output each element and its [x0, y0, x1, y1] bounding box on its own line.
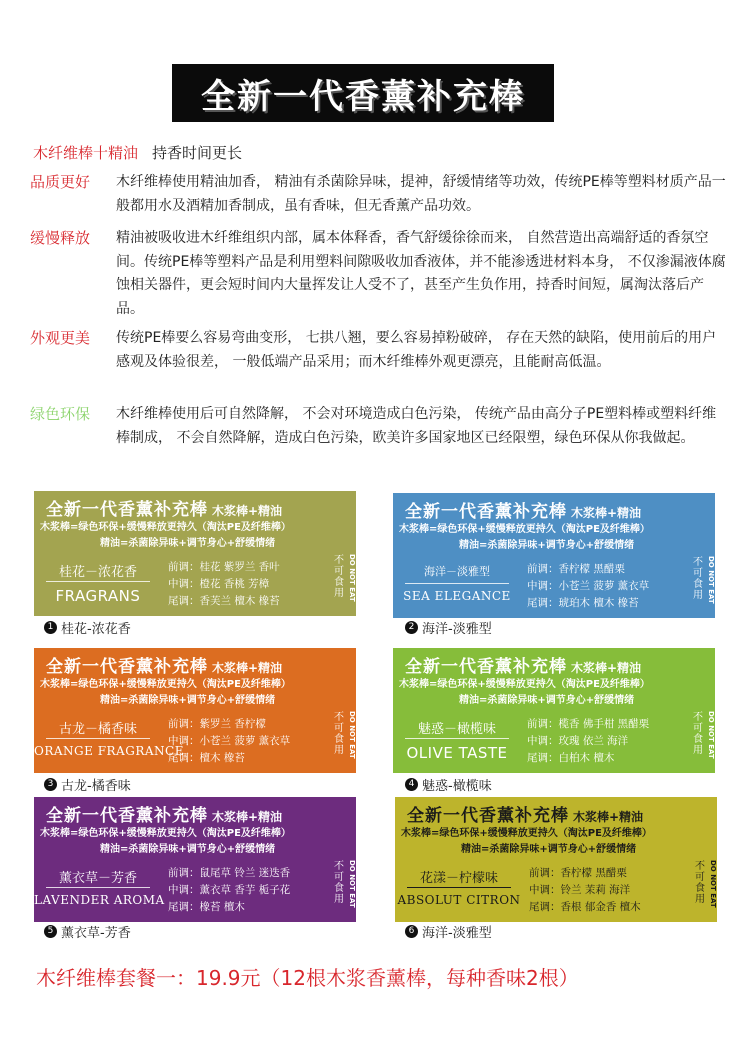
- top-note: 前调：香柠檬 黑醋栗: [527, 563, 625, 575]
- section-label: 缓慢释放: [30, 229, 91, 247]
- not-edible-text: 不可食用: [334, 861, 344, 905]
- card-line-oil: 精油=杀菌除异味+调节身心+舒缓情绪: [459, 695, 635, 706]
- tagline-red: 木纤维棒十精油: [33, 144, 139, 162]
- card-line-wood: 木浆棒=绿色环保+缓慢释放更持久（淘汰PE及纤维棒）: [40, 679, 291, 690]
- card-caption-5: [44, 922, 131, 941]
- product-card-5: [34, 797, 356, 922]
- scent-name-en: SEA ELEGANCE: [403, 589, 511, 603]
- caption-number: 2: [405, 621, 418, 634]
- card-title: 全新一代香薰补充棒 木浆棒+精油: [46, 806, 283, 826]
- section-quality: [30, 171, 730, 218]
- card-line-wood: 木浆棒=绿色环保+缓慢释放更持久（淘汰PE及纤维棒）: [40, 828, 291, 839]
- card-line-wood: 木浆棒=绿色环保+缓慢释放更持久（淘汰PE及纤维棒）: [399, 524, 650, 535]
- section-appearance: [30, 327, 730, 374]
- section-eco: [30, 403, 730, 450]
- section-text: 木纤维棒使用精油加香， 精油有杀菌除异味，提神，舒缓情绪等功效，传统PE棒等塑料材质产品一般都用水及酒精加香制成，虽有香味，但无香薰产品功效。: [116, 174, 726, 214]
- not-edible-text: 不可食用: [334, 712, 344, 756]
- card-line-oil: 精油=杀菌除异味+调节身心+舒缓情绪: [100, 844, 276, 855]
- scent-notes: [527, 716, 649, 767]
- middle-note: 中调：小苍兰 菠萝 薰衣草: [527, 580, 650, 592]
- base-note: 尾调：檀木 橡苔: [168, 752, 245, 764]
- middle-note: 中调：橙花 香桃 芳樟: [168, 578, 270, 590]
- card-caption-3: [44, 775, 131, 794]
- card-line-oil: 精油=杀菌除异味+调节身心+舒缓情绪: [100, 538, 276, 549]
- card-caption-4: [405, 775, 492, 794]
- scent-notes: [168, 865, 290, 916]
- not-edible-text: 不可食用: [693, 557, 703, 601]
- promo-text: 木纤维棒套餐一：19.9元（12根木浆香薰棒，每种香味2根）: [36, 966, 579, 990]
- middle-note: 中调：薰衣草 香芋 栀子花: [168, 884, 291, 896]
- caption-text: 海洋-淡雅型: [422, 622, 492, 637]
- scent-notes: [168, 559, 280, 610]
- card-title: 全新一代香薰补充棒 木浆棒+精油: [405, 657, 642, 677]
- card-line-oil: 精油=杀菌除异味+调节身心+舒缓情绪: [461, 844, 637, 855]
- title-banner: [172, 64, 554, 122]
- section-text: 传统PE棒要么容易弯曲变形， 七拱八翘，要么容易掉粉破碎， 存在天然的缺陷，使用前后的用户感观及体验很差， 一般低端产品采用；而木纤维棒外观更漂亮，且能耐高低温。: [116, 330, 717, 370]
- caption-number: 6: [405, 925, 418, 938]
- caption-text: 魅惑-橄榄味: [422, 779, 492, 794]
- top-note: 前调：桂花 紫罗兰 香叶: [168, 561, 280, 573]
- scent-name-cn: 花漾－柠檬味: [419, 871, 498, 886]
- base-note: 尾调：琥珀木 檀木 橡苔: [527, 597, 639, 609]
- section-label: 绿色环保: [30, 405, 91, 423]
- middle-note: 中调：玫瑰 依兰 海洋: [527, 735, 629, 747]
- card-title: 全新一代香薰补充棒 木浆棒+精油: [46, 500, 283, 520]
- product-card-1: [34, 491, 356, 616]
- not-edible-text: 不可食用: [334, 555, 344, 599]
- scent-name-en: LAVENDER AROMA: [34, 893, 165, 907]
- product-card-4: [393, 648, 715, 773]
- section-label: 品质更好: [30, 173, 91, 191]
- top-note: 前调：香柠檬 黑醋栗: [529, 867, 627, 879]
- scent-name-cn: 薰衣草－芳香: [58, 871, 137, 886]
- scent-name-cn: 海洋－淡雅型: [424, 565, 490, 578]
- middle-note: 中调：小苍兰 菠萝 薰衣草: [168, 735, 291, 747]
- scent-name-en: ORANGE FRAGRANCE: [34, 744, 184, 758]
- divider: [46, 738, 150, 739]
- caption-number: 4: [405, 778, 418, 791]
- not-edible-text: 不可食用: [695, 861, 705, 905]
- do-not-eat-text: DO NOT EAT: [348, 711, 356, 759]
- divider: [407, 887, 511, 888]
- card-title: 全新一代香薰补充棒 木浆棒+精油: [46, 657, 283, 677]
- top-note: 前调：紫罗兰 香柠檬: [168, 718, 266, 730]
- divider: [405, 583, 509, 584]
- base-note: 尾调：白柏木 檀木: [527, 752, 615, 764]
- card-line-wood: 木浆棒=绿色环保+缓慢释放更持久（淘汰PE及纤维棒）: [401, 828, 652, 839]
- caption-text: 桂花-浓花香: [61, 622, 131, 637]
- card-line-wood: 木浆棒=绿色环保+缓慢释放更持久（淘汰PE及纤维棒）: [399, 679, 650, 690]
- top-note: 前调：榄香 佛手柑 黑醋栗: [527, 718, 650, 730]
- scent-notes: [168, 716, 290, 767]
- card-line-oil: 精油=杀菌除异味+调节身心+舒缓情绪: [459, 540, 635, 551]
- scent-name-cn: 桂花－浓花香: [58, 565, 137, 580]
- section-slow-release: [30, 227, 730, 321]
- section-text: 精油被吸收进木纤维组织内部，属本体释香，香气舒缓徐徐而来， 自然营造出高端舒适的香氛空间。传统PE棒等塑料产品是利用塑料间隙吸收加香液体，并不能渗透进材料本身， 不仅渗漏液体腐蚀相关器件，更会短时间内大量挥发让人受不了，甚至产生负作用，持香时间短，属淘汰落后产品。: [116, 230, 726, 317]
- scent-name-en: FRAGRANS: [55, 587, 141, 605]
- card-title: 全新一代香薰补充棒 木浆棒+精油: [405, 502, 642, 522]
- do-not-eat-text: DO NOT EAT: [348, 860, 356, 908]
- scent-name-en: OLIVE TASTE: [406, 744, 508, 762]
- caption-number: 1: [44, 621, 57, 634]
- scent-name-en: ABSOLUT CITRON: [397, 893, 521, 907]
- do-not-eat-text: DO NOT EAT: [707, 556, 715, 604]
- caption-text: 古龙-橘香味: [61, 779, 131, 794]
- product-card-3: [34, 648, 356, 773]
- caption-text: 海洋-淡雅型: [422, 926, 492, 941]
- card-caption-1: [44, 618, 131, 637]
- page-title: 全新一代香薰补充棒: [201, 76, 525, 117]
- section-label: 外观更美: [30, 329, 91, 347]
- base-note: 尾调：香根 郁金香 檀木: [529, 901, 641, 913]
- card-caption-2: [405, 618, 492, 637]
- tagline-black: 持香时间更长: [152, 144, 243, 162]
- divider: [405, 738, 509, 739]
- card-caption-6: [405, 922, 492, 941]
- middle-note: 中调：铃兰 茉莉 海洋: [529, 884, 631, 896]
- scent-notes: [529, 865, 641, 916]
- divider: [46, 581, 150, 582]
- caption-number: 5: [44, 925, 57, 938]
- not-edible-text: 不可食用: [693, 712, 703, 756]
- card-title: 全新一代香薰补充棒 木浆棒+精油: [407, 806, 644, 826]
- do-not-eat-text: DO NOT EAT: [709, 860, 717, 908]
- do-not-eat-text: DO NOT EAT: [707, 711, 715, 759]
- card-line-wood: 木浆棒=绿色环保+缓慢释放更持久（淘汰PE及纤维棒）: [40, 522, 291, 533]
- do-not-eat-text: DO NOT EAT: [348, 554, 356, 602]
- top-note: 前调：鼠尾草 铃兰 迷迭香: [168, 867, 291, 879]
- section-text: 木纤维棒使用后可自然降解， 不会对环境造成白色污染， 传统产品由高分子PE塑料棒或塑料纤维棒制成， 不会自然降解，造成白色污染，欧美许多国家地区已经限塑，绿色环保从你我做起。: [116, 406, 717, 446]
- base-note: 尾调：香芙兰 檀木 橡苔: [168, 595, 280, 607]
- product-card-6: [395, 797, 717, 922]
- scent-notes: [527, 561, 649, 612]
- card-line-oil: 精油=杀菌除异味+调节身心+舒缓情绪: [100, 695, 276, 706]
- scent-name-cn: 古龙－橘香味: [58, 722, 137, 737]
- caption-text: 薰衣草-芳香: [61, 926, 131, 941]
- scent-name-cn: 魅惑－橄榄味: [417, 722, 496, 737]
- divider: [46, 887, 150, 888]
- base-note: 尾调：橡苔 檀木: [168, 901, 245, 913]
- caption-number: 3: [44, 778, 57, 791]
- tagline: [33, 142, 242, 163]
- product-card-2: [393, 493, 715, 618]
